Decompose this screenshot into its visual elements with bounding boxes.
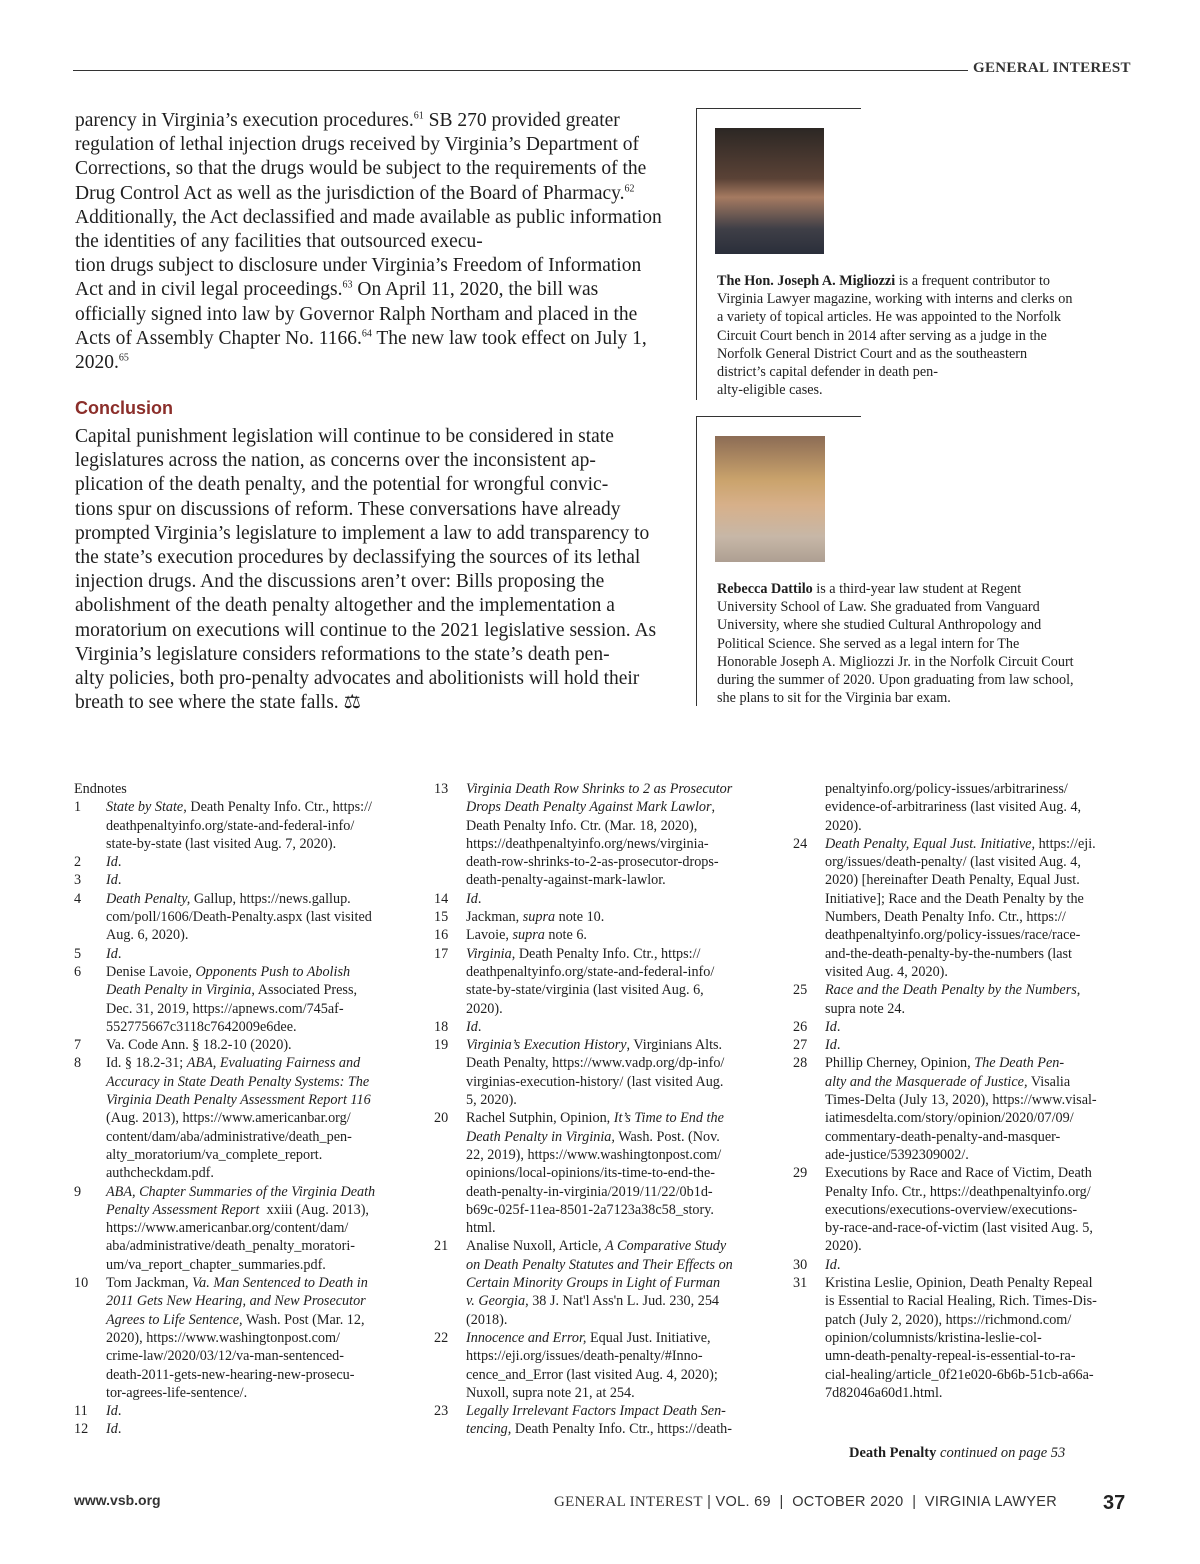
- continued-notice: Death Penalty continued on page 53: [849, 1445, 1066, 1461]
- endnote-number: 24: [793, 835, 808, 852]
- endnote-number: 5: [74, 945, 82, 962]
- endnote-number: 1: [74, 799, 82, 816]
- endnote-text: Lavoie, supra note 6.: [466, 927, 587, 944]
- section-heading-conclusion: Conclusion: [75, 398, 173, 418]
- endnote-number: 9: [74, 1183, 82, 1200]
- endnote: [74, 871, 409, 889]
- endnote: [434, 1018, 764, 1036]
- endnote-text: Jackman, supra note 10.: [466, 909, 605, 926]
- endnote-text: Denise Lavoie, Opponents Push to Abolish Death Penalty in Virginia, Associated Press, Dec. 31, 2019, https://apnews.com/745af- 552775667c3118c7642009e6dee.: [106, 963, 358, 1035]
- endnote: [434, 890, 764, 908]
- endnote-continuation: penaltyinfo.org/policy-issues/arbitrariness/ evidence-of-arbitrariness (last visited Aug. 4, 2020).: [825, 781, 1082, 834]
- endnote-text: Death Penalty, Gallup, https://news.gallup. com/poll/1606/Death-Penalty.aspx (last visited Aug. 6, 2020).: [106, 890, 372, 944]
- endnote-number: 31: [793, 1275, 808, 1292]
- endnote-number: 22: [434, 1329, 449, 1346]
- endnote: [434, 1237, 764, 1328]
- endnote: [434, 1402, 764, 1439]
- endnote: [74, 890, 409, 945]
- endnote: [434, 945, 764, 1018]
- footer-masthead: [554, 1494, 1057, 1511]
- endnote-text: Id.: [825, 1018, 841, 1035]
- endnote-number: 2: [74, 854, 82, 871]
- endnote-text: Id.: [106, 872, 122, 889]
- endnote-text: Rachel Sutphin, Opinion, It’s Time to End the Death Penalty in Virginia, Wash. Post. (Nov. 22, 2019), https://www.washingtonpost.com/ opinions/local-opinions/its-time-to-end-the- death-penalty-in-virginia/2019/11/22/0b1d- b69c-025f-11ea-8501-2a7123a38c58_story. html.: [466, 1110, 724, 1237]
- endnote-text: Id.: [106, 1403, 122, 1420]
- endnote: [434, 1036, 764, 1109]
- author-photo-dattilo: [715, 436, 825, 562]
- bio-rule: [697, 108, 861, 109]
- endnote-number: 3: [74, 872, 82, 889]
- endnote-number: 18: [434, 1018, 449, 1035]
- endnote-number: 4: [74, 890, 82, 907]
- endnote-text: Race and the Death Penalty by the Numbers, supra note 24.: [825, 982, 1081, 1017]
- endnote: [74, 1420, 409, 1438]
- endnote-text: Id.: [825, 1037, 841, 1054]
- endnote-number: 16: [434, 927, 449, 944]
- endnote: [74, 963, 409, 1036]
- article-paragraph-1: parency in Virginia’s execution procedures.$^{61}$ SB 270 provided greater regulation of lethal injection drugs received by Virginia’s Department of Corrections, so that the drugs would be subject to the requirements of the Drug Control Act as well as the jurisdiction of the Board of Pharmacy.$^{62}$ Additionally, the Act declassified and made available as public information the identities of any facilities that outsourced execu- tion drugs subject to disclosure under Virginia’s Freedom of Information Act and in civil legal proceedings.$^{63}$ On April 11, 2020, the bill was officially signed into law by Governor Ralph Northam and placed in the Acts of Assembly Chapter No. 1166.64 The new law took effect on July 1, 2020.65: [75, 110, 662, 374]
- endnote: [74, 798, 409, 853]
- article-paragraph-2: Capital punishment legislation will continue to be considered in state legislatures across the nation, as concerns over the inconsistent ap- plication of the death penalty, and the potential for wrongful convic- tions spur on discussions of reform. These conversations have already prompted Virginia’s legislature to implement a law to add transparency to the state’s execution procedures by declassifying the sources of its lethal injection drugs. And the discussions aren’t over: Bills proposing the abolishment of the death penalty altogether and the implementation a moratorium on executions will continue to the 2021 legislative session. As Virginia’s legislature considers reformations to the state’s death pen- alty policies, both pro-penalty advocates and abolitionists will hold their breath to see where the state falls. ⚖: [75, 426, 657, 714]
- endnote-text: Executions by Race and Race of Victim, Death Penalty Info. Ctr., https://deathpenaltyinfo.org/ executions/executions-overview/executions- by-race-and-race-of-victim (last visited Aug. 5, 2020).: [825, 1165, 1093, 1255]
- footer-issue: | VOL. 69 | OCTOBER 2020 | VIRGINIA LAWYER: [702, 1494, 1057, 1510]
- endnote-number: 19: [434, 1037, 449, 1054]
- endnote: [793, 981, 1133, 1018]
- endnote-text: Va. Code Ann. § 18.2-10 (2020).: [106, 1037, 292, 1054]
- endnotes-column-3: [793, 780, 1133, 1402]
- endnote: [74, 1183, 409, 1274]
- endnote: [793, 1054, 1133, 1164]
- endnote-text: Phillip Cherney, Opinion, The Death Pen- alty and the Masquerade of Justice, Visalia Times-Delta (July 13, 2020), https://www.visal- iatimesdelta.com/story/opinion/2020/07/09/ commentary-death-penalty-and-masquer- ade-justice/5392309002/.: [825, 1055, 1097, 1163]
- endnote-number: 27: [793, 1037, 808, 1054]
- endnote-text: Id. § 18.2-31; ABA, Evaluating Fairness and Accuracy in State Death Penalty Systems: The Virginia Death Penalty Assessment Report 116 (Aug. 2013), https://www.americanbar.org/ content/dam/aba/administrative/death_pen- alty_moratorium/va_complete_report. authcheckdam.pdf.: [106, 1055, 371, 1182]
- endnote: [74, 1274, 409, 1402]
- endnote-number: 26: [793, 1018, 808, 1035]
- endnote-number: 7: [74, 1037, 82, 1054]
- endnote: [434, 908, 764, 926]
- endnote: [74, 1054, 409, 1182]
- endnotes-column-2: [434, 780, 764, 1439]
- endnote-text: Id.: [466, 1018, 482, 1035]
- endnote-number: 10: [74, 1275, 89, 1292]
- footer-section: GENERAL INTEREST: [554, 1494, 703, 1510]
- endnote: [793, 1018, 1133, 1036]
- endnote-text: Id.: [825, 1256, 841, 1273]
- endnote-text: ABA, Chapter Summaries of the Virginia Death Penalty Assessment Report xxiii (Aug. 2013), https://www.americanbar.org/content/dam/ aba/administrative/death_penalty_moratori- um/va_report_chapter_summaries.pdf.: [106, 1183, 376, 1273]
- endnote-number: 25: [793, 982, 808, 999]
- endnote-text: Innocence and Error, Equal Just. Initiative, https://eji.org/issues/death-penalty/#Inno- cence_and_Error (last visited Aug. 4, 2020); Nuxoll, supra note 21, at 254.: [466, 1329, 718, 1401]
- endnotes-list: [74, 798, 409, 1438]
- endnote-number: 17: [434, 945, 449, 962]
- endnote-text: State by State, Death Penalty Info. Ctr., https:// deathpenaltyinfo.org/state-and-federal-info/ state-by-state (last visited Aug. 7, 2020).: [106, 799, 372, 852]
- endnote-number: 11: [74, 1403, 88, 1420]
- endnote-number: 21: [434, 1238, 449, 1255]
- header-rule: [73, 70, 968, 71]
- endnote-text: Death Penalty, Equal Just. Initiative, https://eji. org/issues/death-penalty/ (last visited Aug. 4, 2020) [hereinafter Death Penalty, Equal Just. Initiative]; Race and the Death Penalty by the Numbers, Death Penalty Info. Ctr., https:// deathpenaltyinfo.org/policy-issues/race/race- and-the-death-penalty-by-the-numbers (last visited Aug. 4, 2020).: [825, 835, 1096, 980]
- endnotes-column-1: [74, 780, 409, 1439]
- endnotes-title: Endnotes: [74, 781, 127, 797]
- endnote: [793, 1256, 1133, 1274]
- footer-url: www.vsb.org: [74, 1492, 161, 1508]
- endnote-number: 13: [434, 781, 449, 797]
- endnote-number: 15: [434, 909, 449, 926]
- endnote: [74, 1402, 409, 1420]
- endnote-number: 29: [793, 1165, 808, 1182]
- bio-rule: [697, 416, 861, 417]
- author-photo-migliozzi: [715, 128, 824, 254]
- endnote: [434, 1329, 764, 1402]
- bio-text: The Hon. Joseph A. Migliozzi is a frequent contributor to Virginia Lawyer magazine, working with interns and clerks on a variety of topical articles. He was appointed to the Norfolk Circuit Court bench in 2014 after serving as a judge in the Norfolk General District Court and as the southeastern district’s capital defender in death pen- alty-eligible cases.: [717, 273, 1073, 399]
- endnote: [74, 945, 409, 963]
- endnote: [434, 926, 764, 944]
- endnote-number: 23: [434, 1403, 449, 1420]
- page-number: 37: [1103, 1492, 1126, 1514]
- endnote-number: 20: [434, 1110, 449, 1127]
- endnote-text: Analise Nuxoll, Article, A Comparative Study on Death Penalty Statutes and Their Effects on Certain Minority Groups in Light of Furman v. Georgia, 38 J. Nat'l Ass'n L. Jud. 230, 254 (2018).: [466, 1238, 733, 1328]
- section-label: GENERAL INTEREST: [973, 60, 1131, 76]
- author-bio-migliozzi: [696, 108, 1077, 400]
- endnote: [434, 1109, 764, 1237]
- endnote-text: Legally Irrelevant Factors Impact Death Sen- tencing, Death Penalty Info. Ctr., https://death-: [466, 1403, 732, 1438]
- endnote: [793, 1036, 1133, 1054]
- endnote-number: 6: [74, 963, 82, 980]
- bio-text: Rebecca Dattilo is a third-year law student at Regent University School of Law. She graduated from Vanguard University, where she studied Cultural Anthropology and Political Science. She served as a legal intern for The Honorable Joseph A. Migliozzi Jr. in the Norfolk Circuit Court during the summer of 2020. Upon graduating from law school, she plans to sit for the Virginia bar exam.: [717, 581, 1074, 707]
- endnote-text: Virginia’s Execution History, Virginians Alts. Death Penalty, https://www.vadp.org/dp-info/ virginias-execution-history/ (last visited Aug. 5, 2020).: [466, 1037, 725, 1109]
- endnote: [434, 780, 764, 890]
- endnote-text: Id.: [106, 945, 122, 962]
- endnote-text: Kristina Leslie, Opinion, Death Penalty Repeal is Essential to Racial Healing, Rich. Times-Dis- patch (July 2, 2020), https://richmond.com/ opinion/columnists/kristina-leslie-col- umn-death-penalty-repeal-is-essential-to-ra- cial-healing/article_0f21e020-6b6b-51cb-a66a- 7d82046a60d1.html.: [825, 1275, 1097, 1401]
- endnote-number: 14: [434, 890, 449, 907]
- endnote-text: Id.: [106, 854, 122, 871]
- endnote-text: Id.: [466, 890, 482, 907]
- endnote-text: Virginia, Death Penalty Info. Ctr., https:// deathpenaltyinfo.org/state-and-federal-info/ state-by-state/virginia (last visited Aug. 6, 2020).: [466, 945, 715, 1017]
- endnote: [793, 1164, 1133, 1255]
- endnote: [793, 835, 1133, 981]
- endnote-text: Id.: [106, 1421, 122, 1438]
- endnote-number: 8: [74, 1055, 82, 1072]
- endnotes-list: [793, 835, 1133, 1402]
- endnote: [74, 853, 409, 871]
- endnotes-list: [434, 780, 764, 1439]
- endnote-text: Virginia Death Row Shrinks to 2 as Prosecutor Drops Death Penalty Against Mark Lawlor, Death Penalty Info. Ctr. (Mar. 18, 2020), https://deathpenaltyinfo.org/news/virginia- death-row-shrinks-to-2-as-prosecutor-drops- death-penalty-against-mark-lawlor.: [466, 781, 733, 889]
- author-bio-dattilo: [696, 416, 1077, 706]
- endnote: [74, 1036, 409, 1054]
- endnote-number: 28: [793, 1055, 808, 1072]
- endnote-number: 30: [793, 1256, 808, 1273]
- endnote: [793, 1274, 1133, 1402]
- endnote-number: 12: [74, 1421, 89, 1438]
- endnote-text: Tom Jackman, Va. Man Sentenced to Death in 2011 Gets New Hearing, and New Prosecutor Agrees to Life Sentence, Wash. Post (Mar. 12, 2020), https://www.washingtonpost.com/ crime-law/2020/03/12/va-man-sentenced- death-2011-gets-new-hearing-new-prosecu- tor-agrees-life-sentence/.: [106, 1275, 368, 1401]
